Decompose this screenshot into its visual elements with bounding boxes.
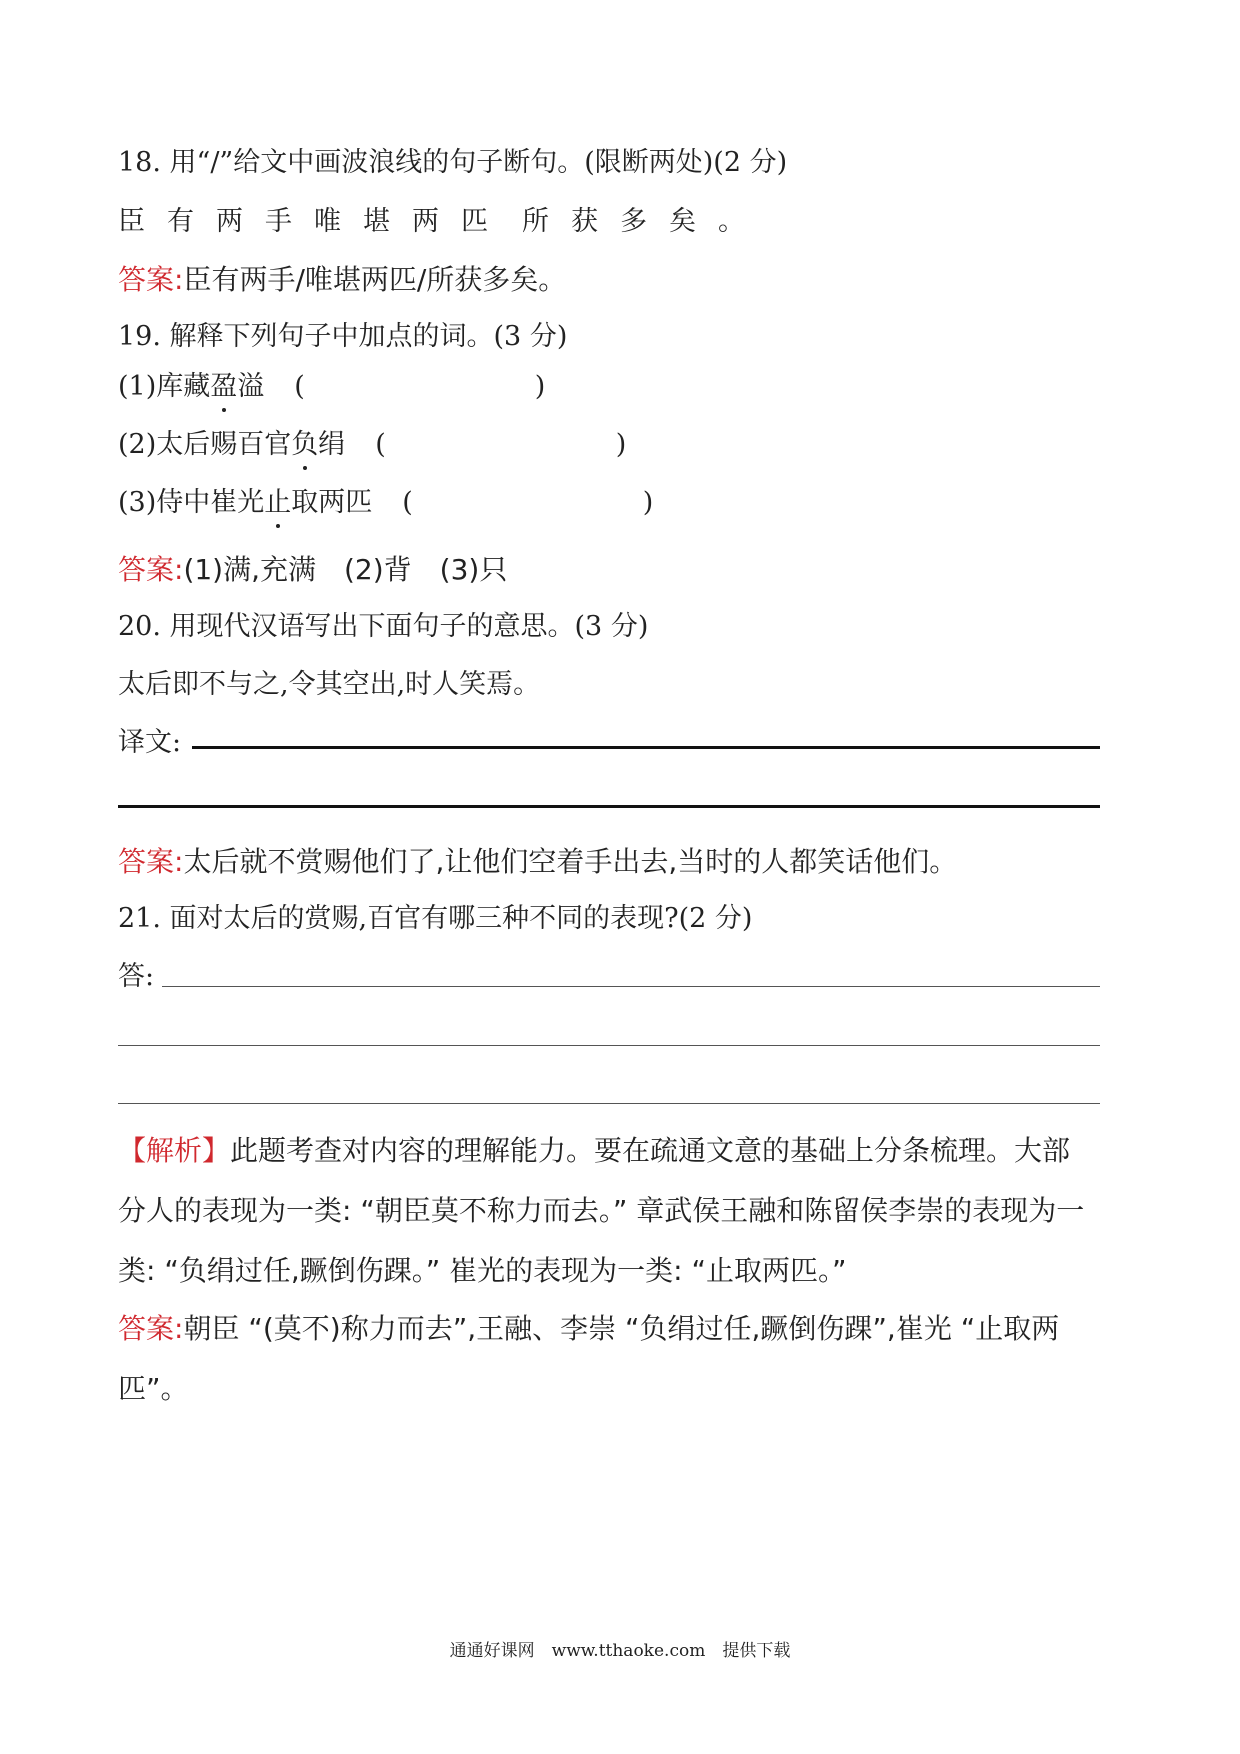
answer-label: 答案: (118, 263, 184, 296)
answer-label: 答案: (118, 553, 184, 586)
answer-label: 答案: (118, 1312, 184, 1345)
answer-line-3[interactable] (118, 1103, 1100, 1104)
q21-analysis-line-2: 分人的表现为一类: “朝臣莫不称力而去。” 章武侯王融和陈留侯李崇的表现为一 (118, 1194, 1085, 1227)
q19-item-3: (3)侍中崔光止取两匹 ( ) (118, 487, 654, 518)
q19-prompt: 19. 解释下列句子中加点的词。(3 分) (118, 321, 568, 352)
q20-answer (118, 845, 957, 879)
q18-answer (118, 263, 566, 297)
answer-line-1[interactable] (162, 986, 1100, 987)
q19-answer (118, 553, 507, 587)
dotted-word: 盈 (210, 371, 238, 402)
answer-label: 答案: (118, 845, 184, 878)
q18-prompt: 18. 用“/”给文中画波浪线的句子断句。(限断两处)(2 分) (118, 147, 788, 178)
q21-answer-line-2: 匹”。 (118, 1372, 189, 1405)
dotted-word: 止 (264, 487, 292, 518)
q21-answer-line-1: 答案:朝臣 “(莫不)称力而去”,王融、李崇 “负绢过任,蹶倒伤踝”,崔光 “止取两 (118, 1312, 1060, 1345)
analysis-label: 【解析】 (118, 1134, 231, 1167)
page-footer: 通通好课网 www.tthaoke.com 提供下载 (449, 1641, 791, 1661)
q18-sentence (118, 205, 767, 239)
q18-sentence-b: 所获多矣。 (522, 206, 767, 237)
q21-answer-field-label: 答: (118, 961, 155, 992)
q18-sentence-a: 臣有两手唯堪两匹 (118, 206, 510, 237)
q19-item-1: (1)库藏盈溢 ( ) (118, 371, 546, 402)
q21-analysis-line-3: 类: “负绢过任,蹶倒伤踝。” 崔光的表现为一类: “止取两匹。” (118, 1254, 847, 1287)
q21-analysis-line-1: 【解析】此题考查对内容的理解能力。要在疏通文意的基础上分条梳理。大部 (118, 1134, 1071, 1167)
translation-line-2[interactable] (118, 805, 1100, 808)
answer-text: 臣有两手/唯堪两匹/所获多矣。 (183, 263, 567, 296)
dotted-word: 负 (291, 429, 319, 460)
answer-line-2[interactable] (118, 1045, 1100, 1046)
q20-prompt: 20. 用现代汉语写出下面句子的意思。(3 分) (118, 611, 649, 642)
answer-text: (1)满,充满 (2)背 (3)只 (183, 553, 508, 586)
q19-item-2: (2)太后赐百官负绢 ( ) (118, 429, 627, 460)
q20-translation-label: 译文: (118, 727, 182, 758)
q20-sentence: 太后即不与之,令其空出,时人笑焉。 (118, 669, 541, 700)
answer-text: 太后就不赏赐他们了,让他们空着手出去,当时的人都笑话他们。 (183, 845, 958, 878)
translation-line-1[interactable] (192, 746, 1100, 749)
q21-prompt: 21. 面对太后的赏赐,百官有哪三种不同的表现?(2 分) (118, 903, 753, 934)
